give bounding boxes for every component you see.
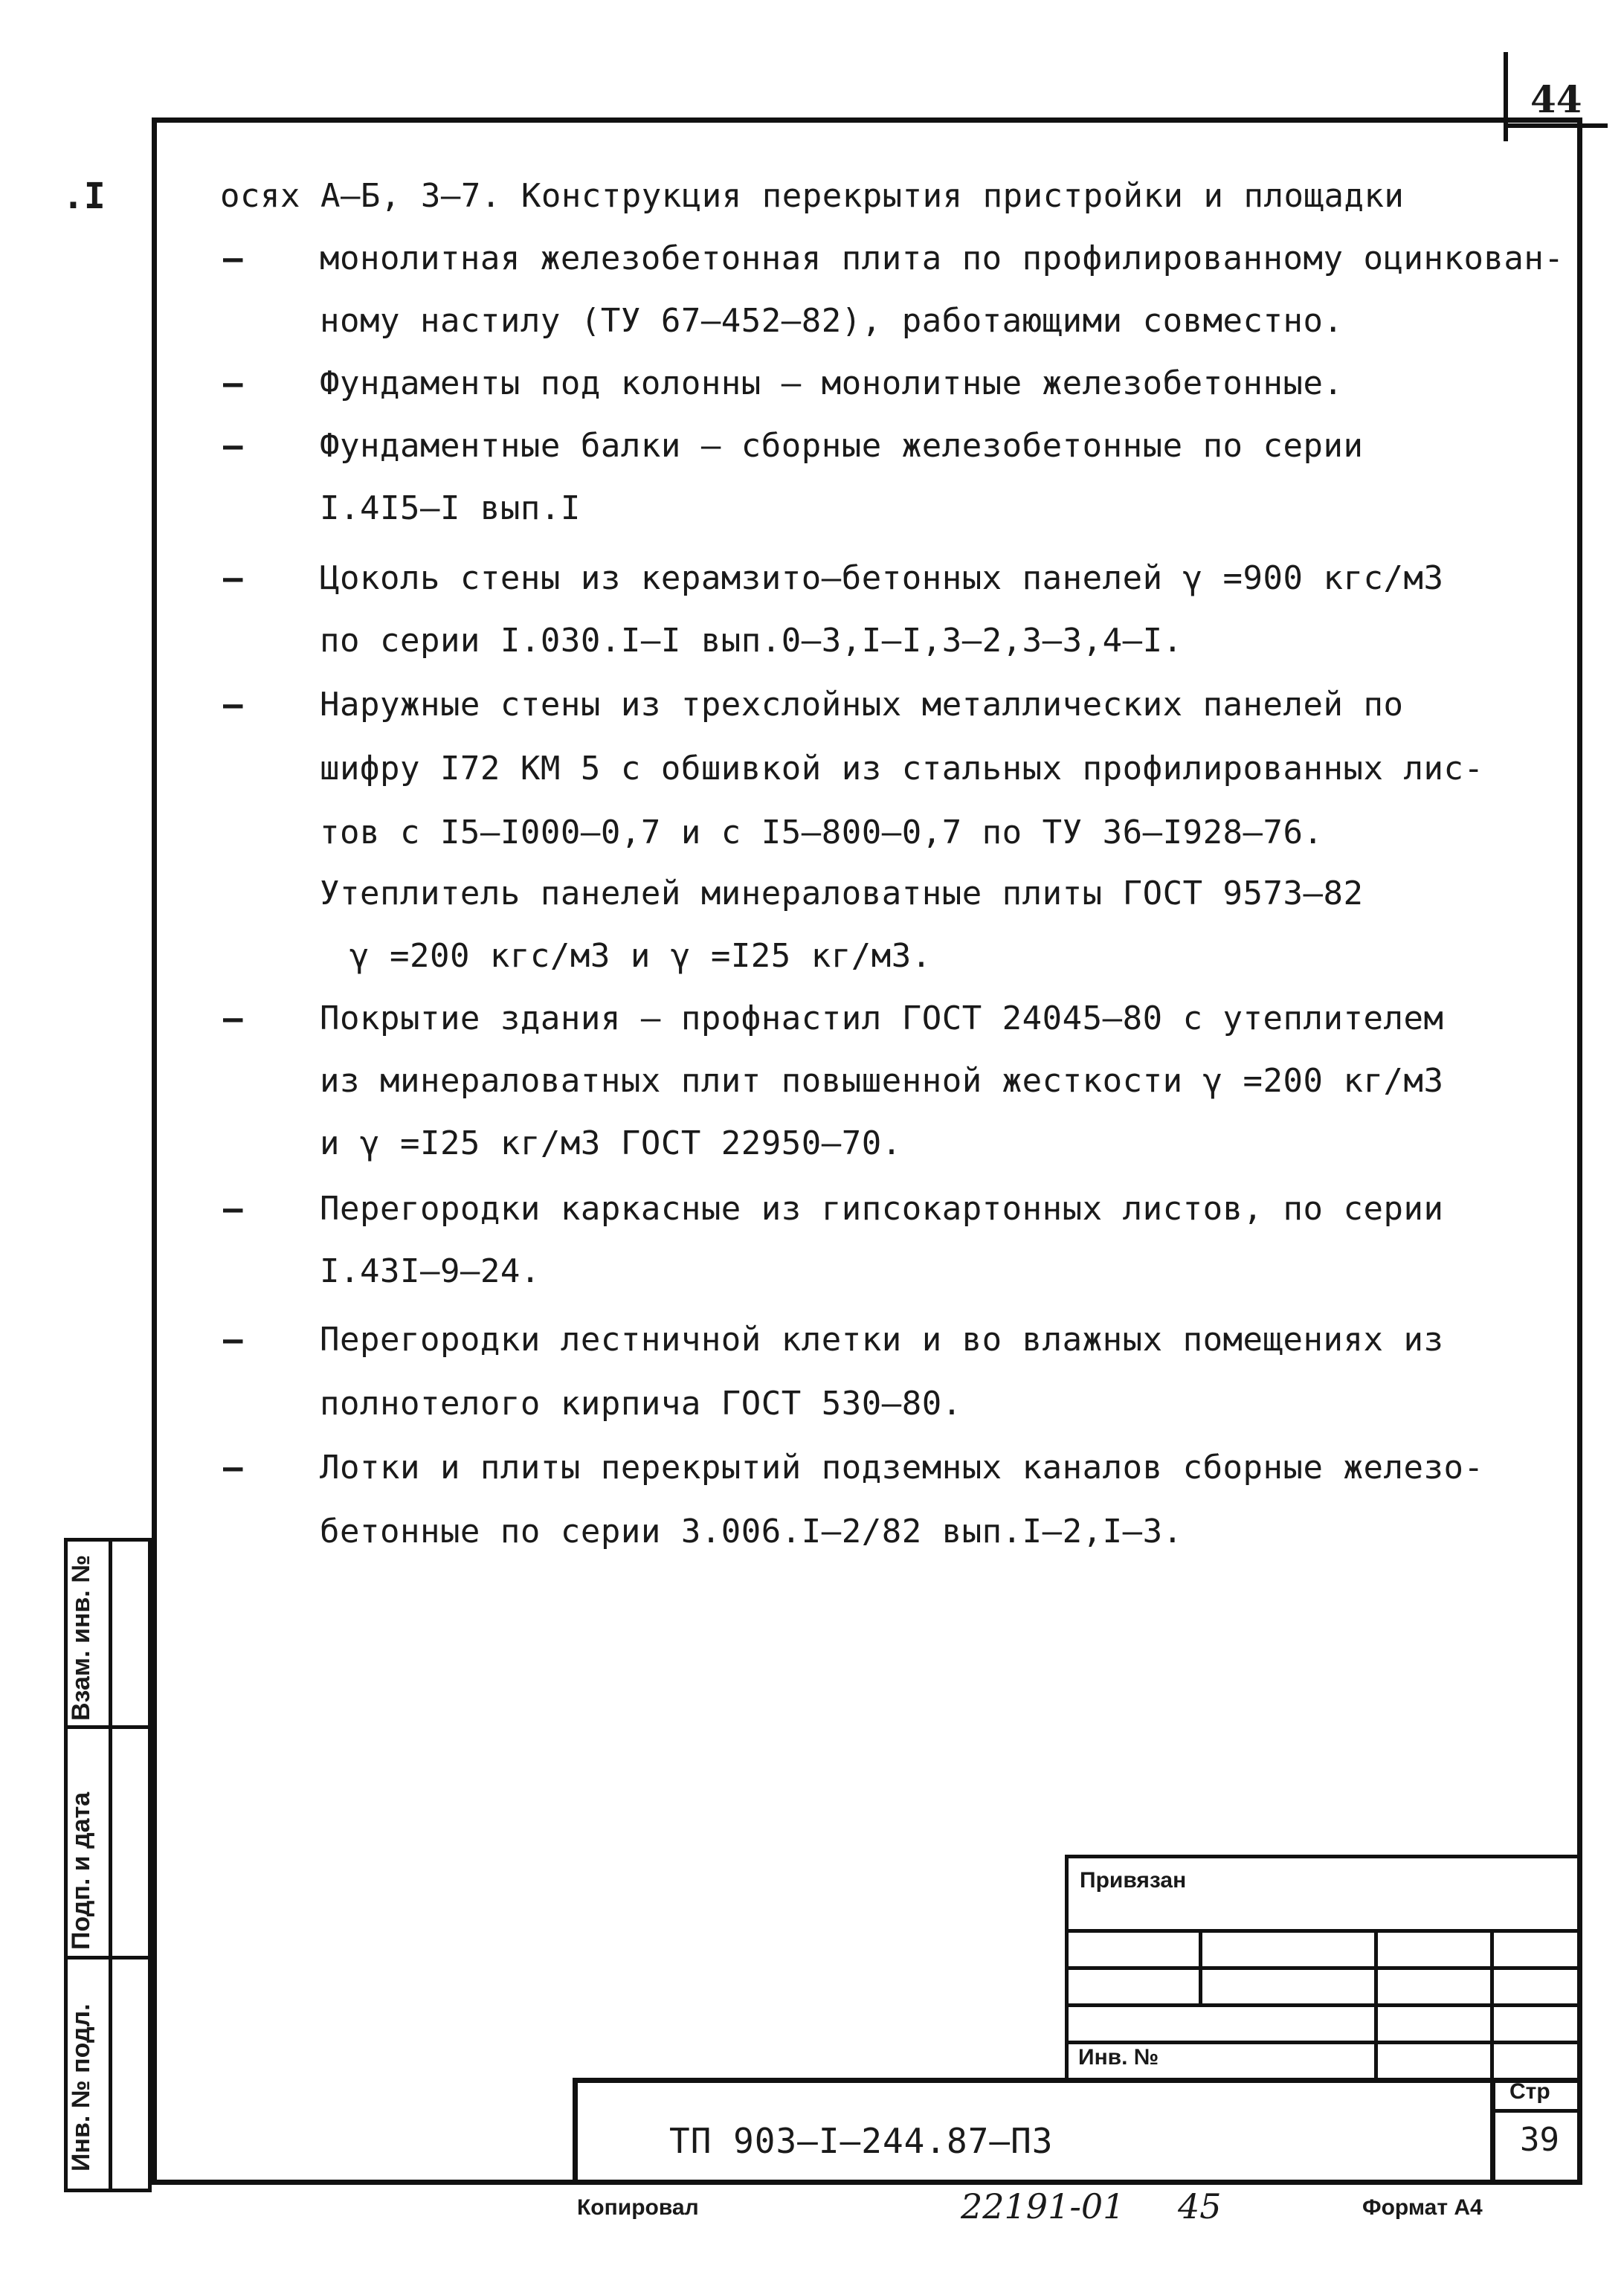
text-line: Цоколь стены из керамзито–бетонных панелей γ =900 кгс/м3 bbox=[320, 559, 1444, 597]
title-block-rule bbox=[1199, 1929, 1202, 2003]
side-stamp-divider bbox=[109, 1538, 112, 2192]
text-line: I.4I5–I вып.I bbox=[320, 489, 581, 527]
text-line: Наружные стены из трехслойных металлических панелей по bbox=[320, 686, 1404, 724]
privyazan-label: Привязан bbox=[1080, 1868, 1187, 1893]
text-line: шифру I72 КМ 5 с обшивкой из стальных профилированных лис- bbox=[320, 750, 1484, 788]
text-line: Покрытие здания – профнастил ГОСТ 24045–80 с утеплителем bbox=[320, 999, 1444, 1037]
bullet-dash: – bbox=[223, 1190, 243, 1228]
title-block-rule bbox=[1065, 1929, 1582, 1933]
title-block-rule bbox=[1490, 2109, 1582, 2113]
text-line: бетонные по серии 3.006.I–2/82 вып.I–2,I–3. bbox=[320, 1513, 1183, 1551]
title-block-rule bbox=[573, 2078, 1582, 2083]
corner-rule bbox=[1504, 52, 1508, 141]
title-block-rule bbox=[1490, 2078, 1495, 2185]
kopiroval-label: Копировал bbox=[577, 2195, 699, 2220]
corner-rule bbox=[1504, 123, 1608, 128]
podp-data-label: Подп. и дата bbox=[67, 1791, 95, 1950]
text-line: Лотки и плиты перекрытий подземных каналов сборные железо- bbox=[320, 1449, 1484, 1487]
page-label: Стр bbox=[1509, 2079, 1550, 2104]
bullet-dash: – bbox=[223, 686, 243, 724]
inv-podl-label: Инв. № подл. bbox=[67, 2003, 95, 2171]
text-line: полнотелого кирпича ГОСТ 530–80. bbox=[320, 1385, 962, 1423]
inv-no-label: Инв. № bbox=[1078, 2045, 1159, 2070]
text-line: Перегородки каркасные из гипсокартонных листов, по серии bbox=[320, 1190, 1444, 1228]
text-line: Фундаменты под колонны – монолитные железобетонные. bbox=[320, 364, 1344, 402]
page-value: 39 bbox=[1520, 2121, 1559, 2159]
text-line: монолитная железобетонная плита по профилированному оцинкован- bbox=[320, 239, 1565, 277]
sheet-number: 45 bbox=[1178, 2186, 1222, 2226]
bullet-dash: – bbox=[223, 1321, 243, 1359]
bullet-dash: – bbox=[223, 427, 243, 465]
bullet-dash: – bbox=[223, 1449, 243, 1487]
bullet-dash: – bbox=[223, 559, 243, 597]
title-block-rule bbox=[573, 2078, 578, 2185]
bullet-dash: – bbox=[223, 999, 243, 1037]
page-number: 44 bbox=[1530, 77, 1582, 121]
left-mark: .I bbox=[62, 176, 106, 217]
title-block-rule bbox=[1065, 1855, 1582, 1858]
format-label: Формат А4 bbox=[1362, 2195, 1483, 2220]
document-code: ТП 903–I–244.87–ПЗ bbox=[669, 2121, 1054, 2161]
title-block-rule bbox=[1490, 1929, 1494, 2078]
text-line: тов с I5–I000–0,7 и с I5–800–0,7 по ТУ 36–I928–76. bbox=[320, 814, 1324, 851]
bullet-dash: – bbox=[223, 364, 243, 402]
text-line: по серии I.030.I–I вып.0–3,I–I,3–2,3–3,4–I. bbox=[320, 622, 1183, 660]
text-line: ному настилу (ТУ 67–452–82), работающими совместно. bbox=[320, 302, 1344, 340]
text-line: из минераловатных плит повышенной жесткости γ =200 кг/м3 bbox=[320, 1062, 1444, 1100]
text-line: γ =200 кгс/м3 и γ =I25 кг/м3. bbox=[349, 937, 932, 975]
text-line: Фундаментные балки – сборные железобетонные по серии bbox=[320, 427, 1364, 465]
title-block-rule bbox=[1065, 2003, 1582, 2007]
order-number: 22191-01 bbox=[961, 2186, 1125, 2226]
side-stamp-divider bbox=[64, 1956, 152, 1960]
vzam-inv-label: Взам. инв. № bbox=[67, 1554, 95, 1721]
text-line: осях А–Б, 3–7. Конструкция перекрытия пристройки и площадки bbox=[220, 177, 1405, 215]
text-line: I.43I–9–24. bbox=[320, 1252, 541, 1290]
side-stamp-divider bbox=[64, 1725, 152, 1729]
bullet-dash: – bbox=[223, 239, 243, 277]
title-block-rule bbox=[1065, 1966, 1582, 1970]
title-block-rule bbox=[1065, 2041, 1582, 2044]
title-block-rule bbox=[1374, 1929, 1378, 2078]
text-line: Перегородки лестничной клетки и во влажных помещениях из bbox=[320, 1321, 1444, 1359]
text-line: и γ =I25 кг/м3 ГОСТ 22950–70. bbox=[320, 1124, 902, 1162]
text-line: Утеплитель панелей минераловатные плиты ГОСТ 9573–82 bbox=[320, 875, 1364, 912]
